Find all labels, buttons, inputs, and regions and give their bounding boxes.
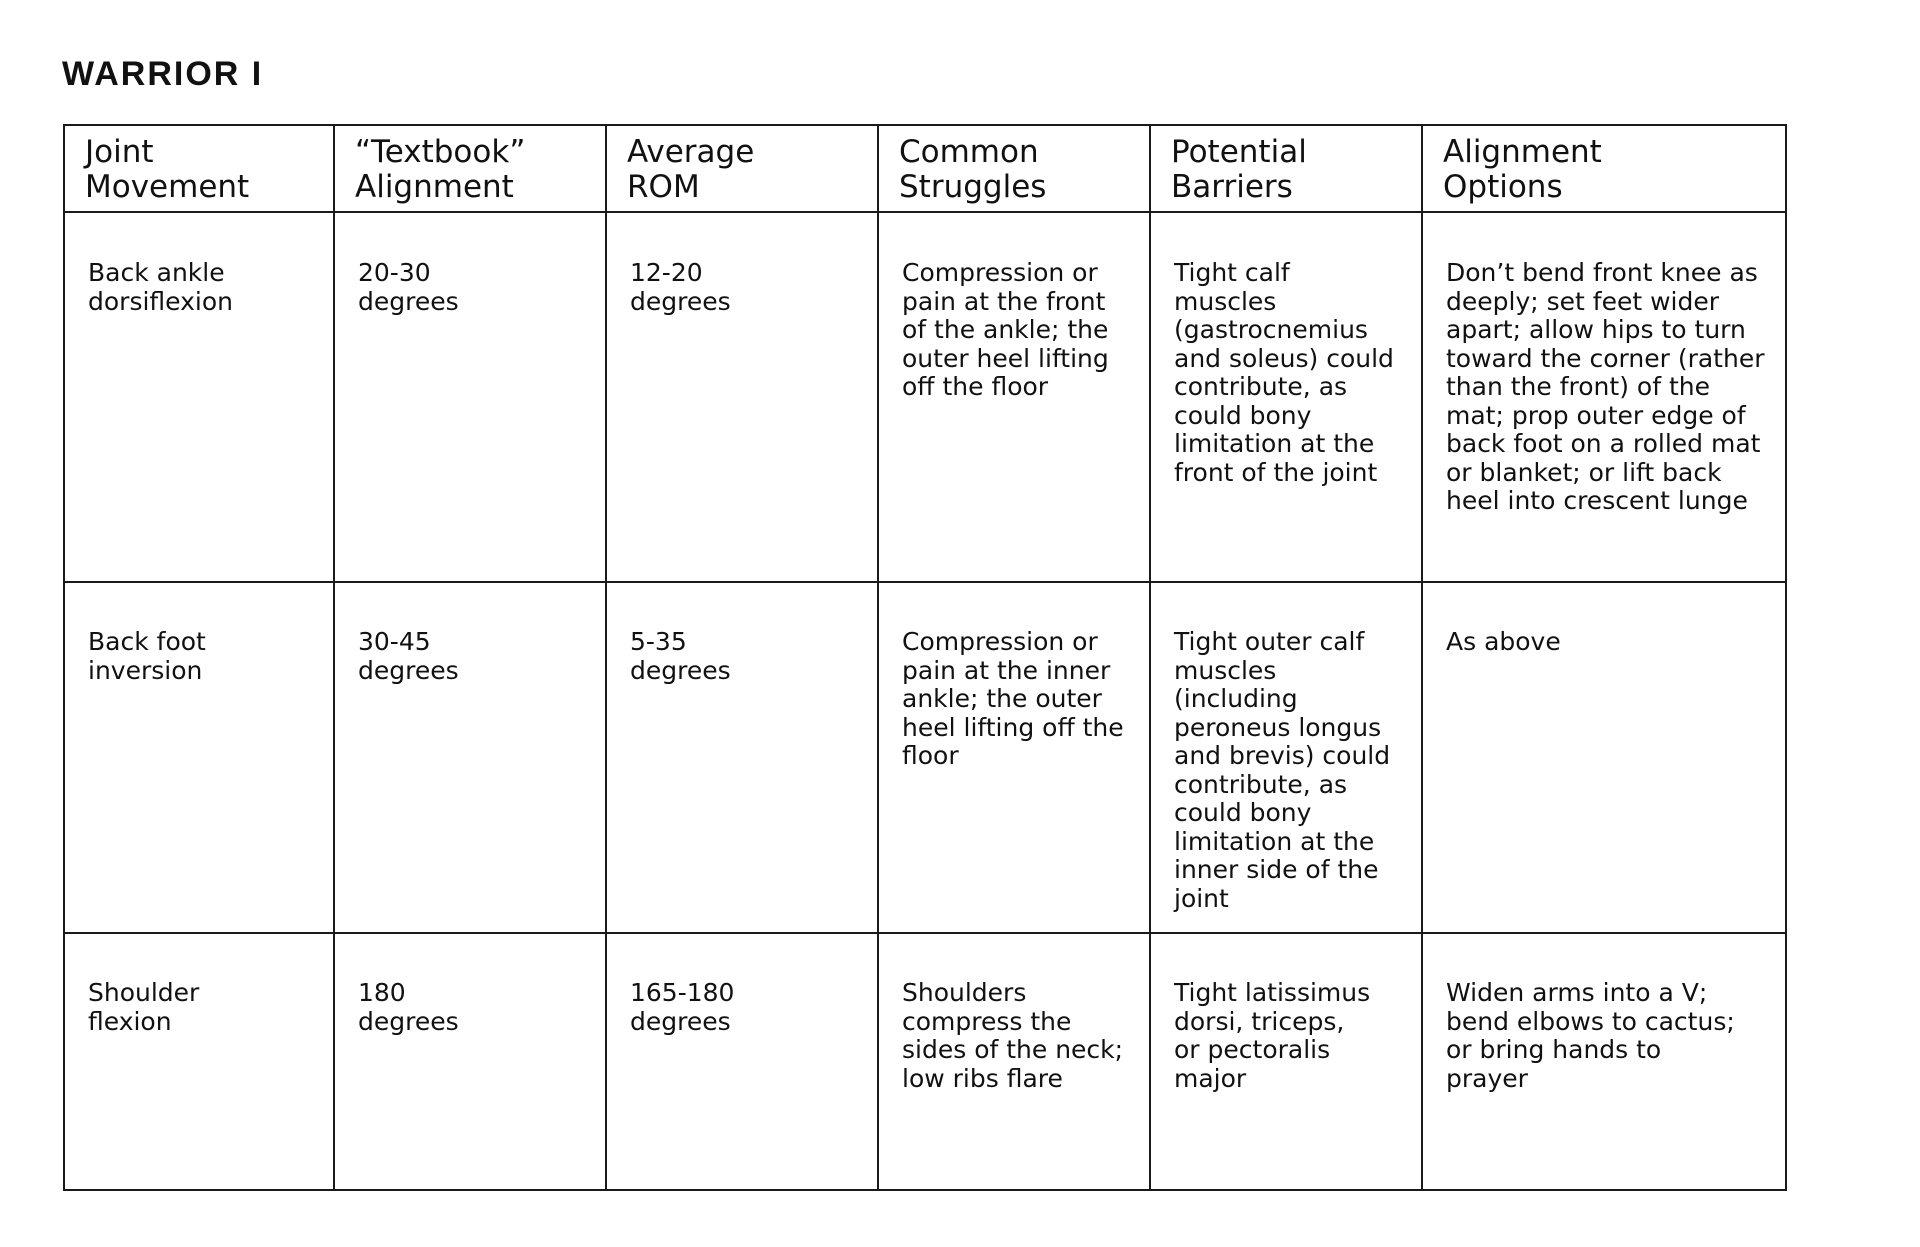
cell-common-struggles: Compression or pain at the inner ankle; the outer heel lifting off the floor	[878, 582, 1150, 933]
header-label: Potential Barriers	[1171, 134, 1307, 205]
cell-joint-movement: Shoulder flexion	[64, 933, 334, 1190]
cell-alignment-options: As above	[1422, 582, 1786, 933]
cell-potential-barriers: Tight latissimus dorsi, triceps, or pectoralis major	[1150, 933, 1422, 1190]
header-label: Joint Movement	[85, 134, 250, 205]
cell-alignment-options: Widen arms into a V; bend elbows to cactus; or bring hands to prayer	[1422, 933, 1786, 1190]
header-label: “Textbook” Alignment	[355, 134, 526, 205]
header-average-rom	[606, 125, 878, 212]
cell-textbook-alignment: 20-30 degrees	[334, 212, 606, 582]
table-header-row	[64, 125, 1786, 212]
cell-alignment-options: Don’t bend front knee as deeply; set feet wider apart; allow hips to turn toward the corner (rather than the front) of the mat; prop outer edge of back foot on a rolled mat or blanket; or lift back heel into crescent lunge	[1422, 212, 1786, 582]
cell-potential-barriers: Tight calf muscles (gastrocnemius and soleus) could contribute, as could bony limitation at the front of the joint	[1150, 212, 1422, 582]
header-potential-barriers	[1150, 125, 1422, 212]
cell-joint-movement: Back ankle dorsiflexion	[64, 212, 334, 582]
header-label: Average ROM	[627, 134, 755, 205]
cell-potential-barriers: Tight outer calf muscles (including peroneus longus and brevis) could contribute, as could bony limitation at the inner side of the joint	[1150, 582, 1422, 933]
table-row	[64, 933, 1786, 1190]
header-alignment-options	[1422, 125, 1786, 212]
header-label: Alignment Options	[1443, 134, 1602, 205]
cell-common-struggles: Compression or pain at the front of the ankle; the outer heel lifting off the floor	[878, 212, 1150, 582]
page-title: WARRIOR I	[62, 55, 264, 93]
table-row	[64, 582, 1786, 933]
header-common-struggles	[878, 125, 1150, 212]
cell-average-rom: 165-180 degrees	[606, 933, 878, 1190]
cell-common-struggles: Shoulders compress the sides of the neck; low ribs flare	[878, 933, 1150, 1190]
table-row	[64, 212, 1786, 582]
cell-joint-movement: Back foot inversion	[64, 582, 334, 933]
alignment-table	[63, 124, 1787, 1191]
header-label: Common Struggles	[899, 134, 1047, 205]
cell-textbook-alignment: 30-45 degrees	[334, 582, 606, 933]
header-textbook-alignment	[334, 125, 606, 212]
cell-textbook-alignment: 180 degrees	[334, 933, 606, 1190]
header-joint-movement	[64, 125, 334, 212]
cell-average-rom: 5-35 degrees	[606, 582, 878, 933]
cell-average-rom: 12-20 degrees	[606, 212, 878, 582]
